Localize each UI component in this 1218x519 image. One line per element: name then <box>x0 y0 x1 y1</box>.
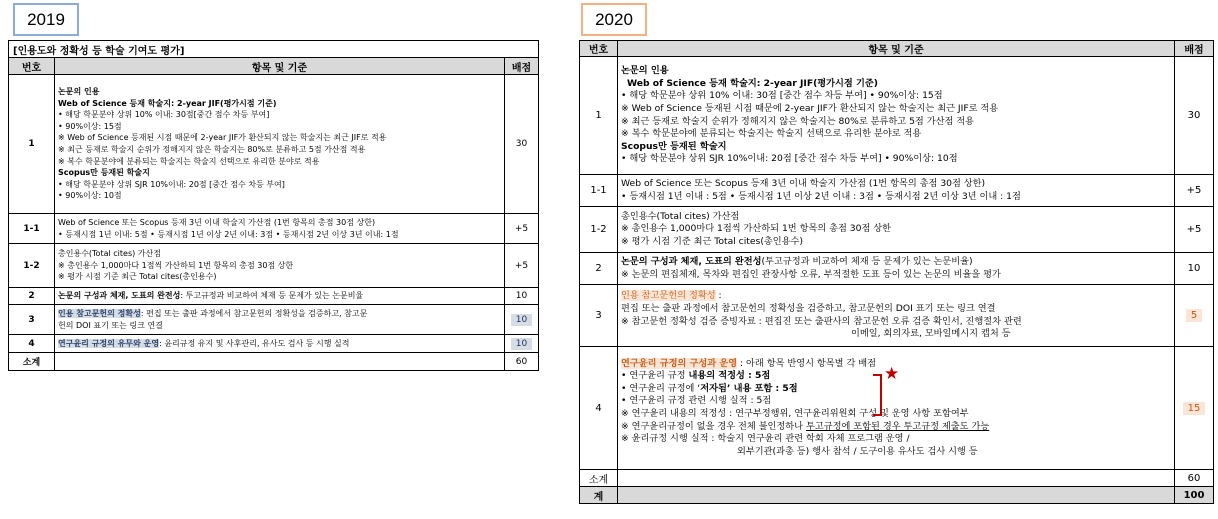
table-row <box>9 288 539 305</box>
row-score: +5 <box>1175 207 1214 253</box>
table-2019 <box>8 40 539 371</box>
row-score: 10 <box>1175 253 1214 285</box>
header-score: 배점 <box>1175 41 1214 57</box>
table-row <box>580 207 1214 253</box>
row-num: 소계 <box>580 470 618 487</box>
row-num: 2 <box>580 253 618 285</box>
row-num: 1 <box>9 75 55 214</box>
table-row <box>9 75 539 214</box>
header-criteria: 항목 및 기준 <box>55 58 505 75</box>
table-row-total <box>580 487 1214 504</box>
row-score: +5 <box>1175 175 1214 207</box>
table-row <box>580 57 1214 175</box>
row-criteria: 연구윤리 규정의 구성과 운영 : 아래 항목 반영시 항목별 각 배점 • 연구윤리 규정 내용의 적정성 : 5점 • 연구윤리 규정에 ‘저자됨’ 내용 포함 : 5점 • 연구윤리 규정 관련 시행 실적 : 5점 ※ 연구윤리 내용의 적정성 : 연구부정행위, 연구윤리위원회 구성 및 운영 사항 포함여부 ※ 연구윤리규정이 없을 경우 전체 불인정하나 투고규정에 포함된 경우 투고규정 제출도 가능 ※ 윤리규정 시행 실적 : 학술지 연구윤리 관련 학회 자체 프로그램 운영 / 외부기관(과총 등) 행사 참석 / 도구이용 유사도 검사 시행 등 <box>618 347 1175 470</box>
table-row <box>580 285 1214 347</box>
row-num: 계 <box>580 487 618 504</box>
star-icon: ★ <box>884 364 900 384</box>
table-row-subtotal <box>9 353 539 371</box>
table-row <box>9 214 539 244</box>
row-num: 소계 <box>9 353 55 371</box>
row-score: 15 <box>1175 347 1214 470</box>
row-criteria: Web of Science 또는 Scopus 등재 3년 이내 학술지 가산점 (1번 항목의 총점 30점 상한) • 등재시점 1년 이내 : 5점 • 등재시점 1년 이상 2년 이내 : 3점 • 등재시점 2년 이상 3년 이내 : 1점 <box>618 175 1175 207</box>
row-num: 1-1 <box>580 175 618 207</box>
row-score: 30 <box>505 75 539 214</box>
row-num: 1-2 <box>9 244 55 288</box>
row-criteria: 총인용수(Total cites) 가산점 ※ 총인용수 1,000마다 1점씩 가산하되 1번 항목의 총점 30점 상한 ※ 평가 시점 기준 최근 Total cites(총인용수) <box>55 244 505 288</box>
row-criteria: 인용 참고문헌의 정확성: 편집 또는 출판 과정에서 참고문헌의 정확성을 검증하고, 참고문 헌의 DOI 표기 또는 링크 연결 <box>55 305 505 335</box>
row-criteria: 총인용수(Total cites) 가산점 ※ 총인용수 1,000마다 1점씩 가산하되 1번 항목의 총점 30점 상한 ※ 평가 시점 기준 최근 Total cites(총인용수) <box>618 207 1175 253</box>
header-score: 배점 <box>505 58 539 75</box>
row-num: 1-2 <box>580 207 618 253</box>
row-score: 100 <box>1175 487 1214 504</box>
row-score: 30 <box>1175 57 1214 175</box>
year-label-2020: 2020 <box>581 3 647 36</box>
row-num: 1 <box>580 57 618 175</box>
table-row-subtotal <box>580 470 1214 487</box>
table-row <box>9 244 539 288</box>
header-num: 번호 <box>580 41 618 57</box>
row-score: 10 <box>505 305 539 335</box>
row-score: 10 <box>505 288 539 305</box>
header-num: 번호 <box>9 58 55 75</box>
row-num: 3 <box>580 285 618 347</box>
row-num: 3 <box>9 305 55 335</box>
table-row <box>9 305 539 335</box>
table-row <box>580 253 1214 285</box>
row-criteria: 논문의 구성과 체재, 도표의 완전성(투고규정과 비교하여 체재 등 문제가 있는 논문비율) ※ 논문의 편집체재, 목차와 편집인 관장사항 오류, 부적절한 도표 등이 있는 논문의 비율을 평가 <box>618 253 1175 285</box>
table-2020 <box>579 40 1214 504</box>
row-criteria: 인용 참고문헌의 정확성 : 편집 또는 출판 과정에서 참고문헌의 정확성을 검증하고, 참고문헌의 DOI 표기 또는 링크 연결 ※ 참고문헌 정확성 검증 증빙자료 : 편집진 또는 출판사의 참고문헌 오류 검증 확인서, 진행절차 관련 이메일, 회의자료, 모바일메시지 캡처 등 <box>618 285 1175 347</box>
row-num: 2 <box>9 288 55 305</box>
red-bracket-icon <box>873 374 882 416</box>
row-num: 4 <box>580 347 618 470</box>
row-score: 5 <box>1175 285 1214 347</box>
row-criteria: 논문의 인용 Web of Science 등재 학술지: 2-year JIF(평가시점 기준) • 해당 학문분야 상위 10% 이내: 30점 [중간 점수 차등 부여] • 90%이상: 15점 ※ Web of Science 등재된 시점 때문에 2-year JIF가 환산되지 않는 학술지는 최근 JIF로 적용 ※ 최근 등재로 학술지 순위가 정해지지 않은 학술지는 80%로 분류하고 5점 가산점 적용 ※ 복수 학문분야에 분류되는 학술지는 학술지 선택으로 유리한 분야로 적용 Scopus만 등재된 학술지 • 해당 학문분야 상위 SJR 10%이내: 20점 [중간 점수 차등 부여] • 90%이상: 10점 <box>618 57 1175 175</box>
row-criteria: Web of Science 또는 Scopus 등재 3년 이내 학술지 가산점 (1번 항목의 총점 30점 상한) • 등재시점 1년 이내: 5점 • 등재시점 1년 이상 2년 이내: 3점 • 등재시점 2년 이상 3년 이내: 1점 <box>55 214 505 244</box>
row-num: 1-1 <box>9 214 55 244</box>
row-score: 10 <box>505 335 539 353</box>
row-criteria: 논문의 인용 Web of Science 등재 학술지: 2-year JIF(평가시점 기준) • 해당 학문분야 상위 10% 이내: 30점[중간 점수 차등 부여] • 90%이상: 15점 ※ Web of Science 등재된 시점 때문에 2-year JIF가 환산되지 않는 학술지는 최근 JIF로 적용 ※ 최근 등재로 학술지 순위가 정해지지 않은 학술지는 80%로 분류하고 5점 가산점 적용 ※ 복수 학문분야에 분류되는 학술지는 학술지 선택으로 유리한 분야로 적용 Scopus만 등재된 학술지 • 해당 학문분야 상위 SJR 10%이내: 20점 [중간 점수 차등 부여] • 90%이상: 10점 <box>55 75 505 214</box>
header-criteria: 항목 및 기준 <box>618 41 1175 57</box>
year-label-2019: 2019 <box>13 3 79 36</box>
table-row <box>9 335 539 353</box>
row-criteria: 연구윤리 규정의 유무와 운영: 윤리규정 유지 및 사후관리, 유사도 검사 등 시행 실적 <box>55 335 505 353</box>
row-score: 60 <box>505 353 539 371</box>
row-num: 4 <box>9 335 55 353</box>
row-score: 60 <box>1175 470 1214 487</box>
row-score: +5 <box>505 244 539 288</box>
row-score: +5 <box>505 214 539 244</box>
table-title: [인용도와 정확성 등 학술 기여도 평가] <box>9 41 539 58</box>
row-criteria: 논문의 구성과 체재, 도표의 완전성: 투고규정과 비교하여 체재 등 문제가 있는 논문비율 <box>55 288 505 305</box>
table-row <box>580 175 1214 207</box>
